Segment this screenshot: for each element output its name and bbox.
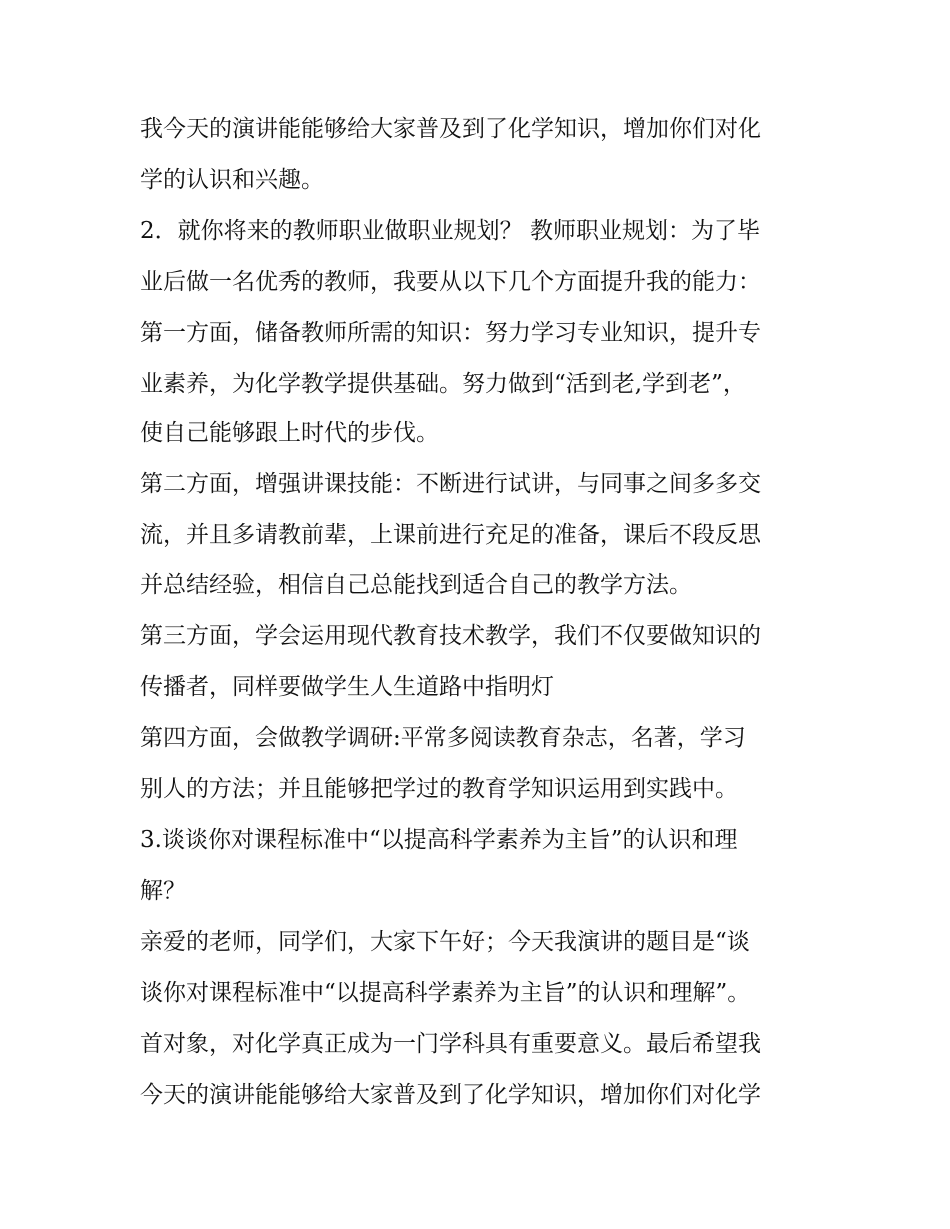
text-line: 流，并且多请教前辈，上课前进行充足的准备，课后不段反思 bbox=[140, 522, 761, 548]
text-line: 业后做一名优秀的教师，我要从以下几个方面提升我的能力： bbox=[140, 269, 761, 295]
text-line: 2．就你将来的教师职业做职业规划？ 教师职业规划：为了毕 bbox=[140, 218, 760, 244]
text-line: 今天的演讲能能够给大家普及到了化学知识，增加你们对化学 bbox=[140, 1082, 761, 1108]
text-line: 第一方面，储备教师所需的知识：努力学习专业知识，提升专 bbox=[140, 320, 761, 346]
text-line: 第三方面，学会运用现代教育技术教学，我们不仅要做知识的 bbox=[140, 623, 761, 649]
text-line: 第二方面，增强讲课技能：不断进行试讲，与同事之间多多交 bbox=[140, 471, 761, 497]
text-line: 亲爱的老师，同学们，大家下午好；今天我演讲的题目是“谈 bbox=[140, 929, 750, 955]
text-line: 别人的方法；并且能够把学过的教育学知识运用到实践中。 bbox=[140, 776, 738, 802]
text-line: 学的认识和兴趣。 bbox=[140, 167, 324, 193]
text-line: 使自己能够跟上时代的步伐。 bbox=[140, 420, 439, 446]
text-line: 3.谈谈你对课程标准中“以提高科学素养为主旨”的认识和理 bbox=[140, 827, 738, 853]
text-line: 解？ bbox=[140, 878, 186, 904]
text-line: 第四方面，会做教学调研:平常多阅读教育杂志，名著，学习 bbox=[140, 725, 746, 751]
text-line: 传播者，同样要做学生人生道路中指明灯 bbox=[140, 674, 554, 700]
text-line: 首对象，对化学真正成为一门学科具有重要意义。最后希望我 bbox=[140, 1031, 761, 1057]
text-line: 我今天的演讲能能够给大家普及到了化学知识，增加你们对化 bbox=[140, 116, 761, 142]
text-line: 并总结经验，相信自己总能找到适合自己的教学方法。 bbox=[140, 572, 692, 598]
text-line: 谈你对课程标准中“以提高科学素养为主旨”的认识和理解”。 bbox=[140, 980, 751, 1006]
text-line: 业素养，为化学教学提供基础。努力做到“活到老,学到老”， bbox=[140, 371, 746, 397]
